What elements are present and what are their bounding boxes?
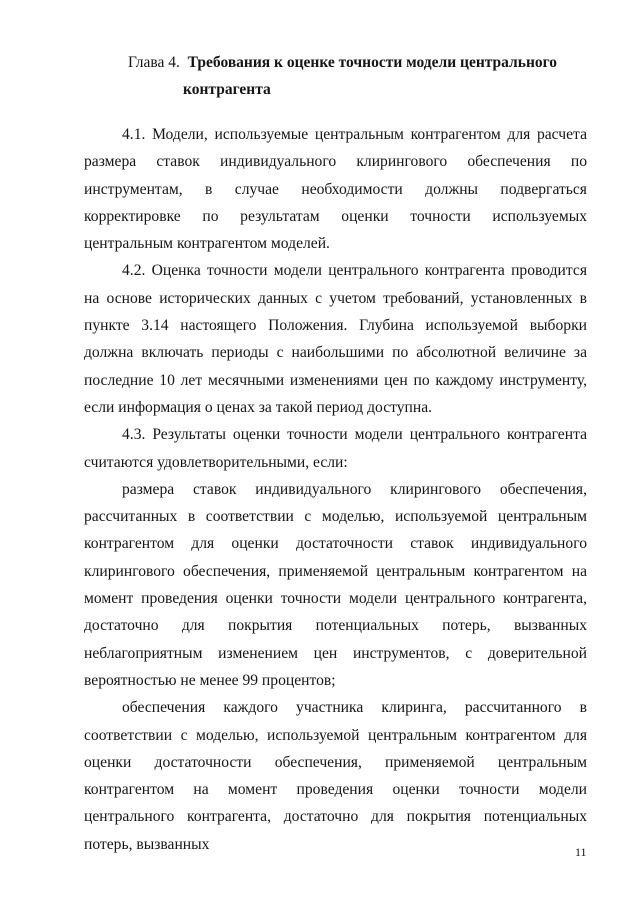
paragraph-4-3: 4.3. Результаты оценки точности модели центрального контрагента считаются удовлетворительными, если: xyxy=(84,426,587,471)
chapter-title-line1: Требования к оценке точности модели центрального xyxy=(187,54,558,71)
paragraph-4-2: 4.2. Оценка точности модели центрального контрагента проводится на основе исторических данных с учетом требований, установленных в пункте 3.14 настоящего Положения. Глубина используемой выборки должна включать периоды с наибольшими по абсолютной величине за последние 10 лет месячными изменениями цен по каждому инструменту, если информация о ценах за такой период доступна. xyxy=(84,262,587,416)
chapter-heading xyxy=(128,49,598,103)
document-body xyxy=(84,121,587,858)
paragraph-condition-1: размера ставок индивидуального клирингового обеспечения, рассчитанных в соответствии с моделью, используемой центральным контрагентом для оценки достаточности ставок индивидуального клирингового обеспечения, применяемой центральным контрагентом на момент проведения оценки точности модели центрального контрагента, достаточно для покрытия потенциальных потерь, вызванных неблагоприятным изменением цен инструментов, с доверительной вероятностью не менее 99 процентов; xyxy=(84,480,587,689)
chapter-title-line2: контрагента xyxy=(183,81,271,98)
chapter-heading-line1 xyxy=(128,49,598,76)
paragraph-4-1: 4.1. Модели, используемые центральным контрагентом для расчета размера ставок индивидуального клирингового обеспечения по инструментам, в случае необходимости должны подвергаться корректировке по результатам оценки точности используемых центральным контрагентом моделей. xyxy=(84,126,587,253)
chapter-number: Глава 4. xyxy=(128,54,180,71)
page-number: 11 xyxy=(575,845,587,859)
paragraph-condition-2: обеспечения каждого участника клиринга, рассчитанного в соответствии с моделью, используемой центральным контрагентом для оценки достаточности обеспечения, применяемой центральным контрагентом на момент проведения оценки точности модели центрального контрагента, достаточно для покрытия потенциальных потерь, вызванных xyxy=(84,699,587,853)
